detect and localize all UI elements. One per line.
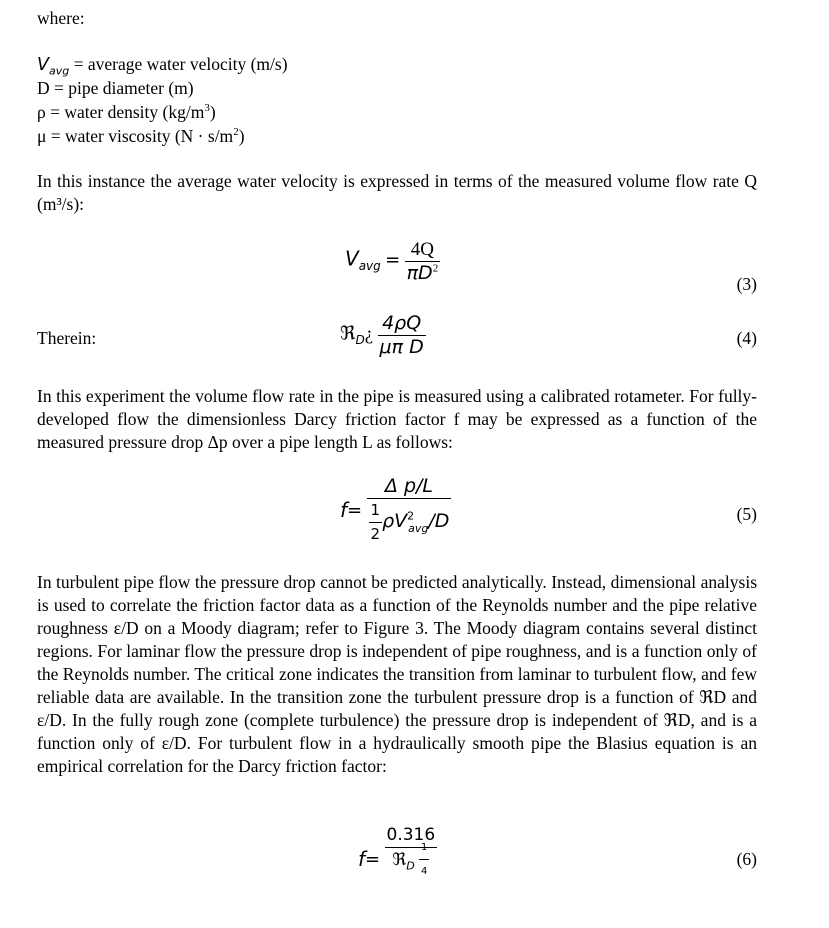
paragraph-velocity: In this instance the average water velocity is expressed in terms of the measured volume flow rate Q (m³/s): <box>37 171 757 214</box>
eq6-fraction: 0.316 ℜ$_D$ $\frac{1}{4}$ <box>385 824 438 895</box>
paragraph-turbulent: In turbulent pipe flow the pressure drop cannot be predicted analytically. Instead, dimensional analysis is used to correlate the friction factor data as a function of the Reynolds number and the pipe relative roughness ε/D on a Moody diagram; refer to Figure 3. The Moody diagram contains several distinct regions. For laminar flow the pressure drop is independent of pipe roughness, and is a function only of the Reynolds number. The critical zone indicates the transition from laminar to turbulent flow, and few reliable data are available. In the transition zone the turbulent pressure drop is a function of ℜD and ε/D. In the fully rough zone (complete turbulence) the pressure drop is independent of ℜD, and is a function only of ε/D. For turbulent flow in a hydraulically smooth pipe the Blasius equation is an empirical correlation for the Darcy friction factor: <box>37 572 757 776</box>
equation-6: f= 0.316 ℜ$_D$ $\frac{1}{4}$ <box>358 824 437 895</box>
equation-6-number: (6) <box>736 849 757 869</box>
equation-4-number: (4) <box>736 328 757 348</box>
definition-rho: ρ = water density $(kg/m^3)$ <box>37 102 216 122</box>
equation-4: ℜ$_D$¿ $\frac{4\rho Q}{\text{μπ D}}$ <box>340 312 424 358</box>
definition-list <box>37 53 288 149</box>
eq4-fraction: $\frac{4\rho Q}{\text{μπ D}}$ <box>379 312 424 358</box>
therein-label: Therein: <box>37 328 97 348</box>
equation-3-number: (3) <box>736 274 757 294</box>
definition-d: D = pipe diameter (m) <box>37 78 194 98</box>
equation-3: $V_{avg}$ = $\frac{4Q}{\pi D^2}$ <box>345 239 439 284</box>
eq5-fraction: Δ p/L $\frac{1}{2}$ $\rho V^2_{avg}/D$ <box>367 475 452 546</box>
equation-5-number: (5) <box>736 504 757 524</box>
eq6-exponent: $\frac{1}{4}$ <box>419 836 429 883</box>
equation-5: f= Δ p/L $\frac{1}{2}$ $\rho V^2_{avg}/D$ <box>340 475 451 546</box>
definition-mu: μ = water viscosity $(N \cdot s/m^2)$ <box>37 126 245 146</box>
paragraph-rotameter: In this experiment the volume flow rate in the pipe is measured using a calibrated rotameter. For fully-developed flow the dimensionless Darcy friction factor f may be expressed as a function of the measured pressure drop Δp over a pipe length L as follows: <box>37 386 757 452</box>
definition-vavg: $V_{avg}$ = average water velocity (m/s) <box>37 54 288 78</box>
eq5-half: $\frac{1}{2}$ <box>370 501 381 543</box>
where-label: where: <box>37 8 85 28</box>
eq3-fraction: $\frac{4Q}{\pi D^2}$ <box>406 239 439 284</box>
